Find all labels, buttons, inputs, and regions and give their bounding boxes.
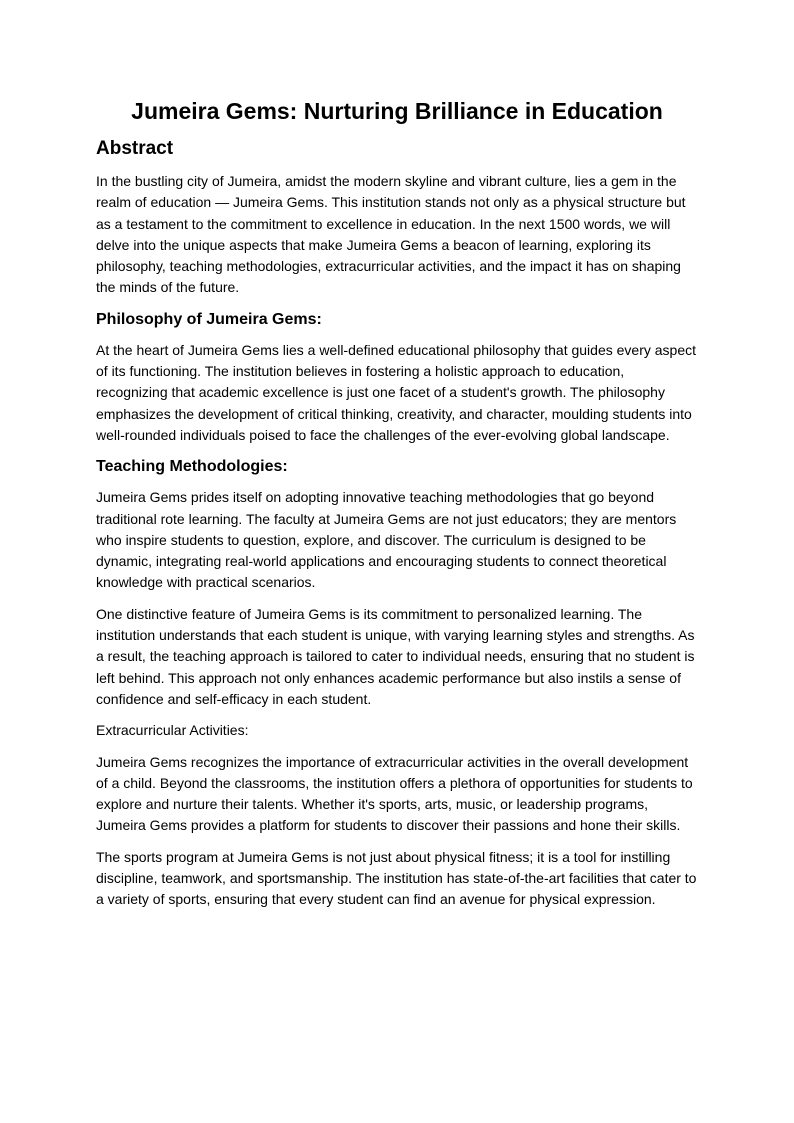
philosophy-section: [96, 309, 698, 446]
abstract-section: [96, 136, 698, 299]
extracurricular-heading: Extracurricular Activities:: [96, 722, 249, 739]
philosophy-paragraph: At the heart of Jumeira Gems lies a well-defined educational philosophy that guides every aspect of its functioning. The institution believes in fostering a holistic approach to education, recognizing that academic excellence is just one facet of a student's growth. The philosophy emphasizes the development of critical thinking, creativity, and character, moulding students into well-rounded individuals poised to face the challenges of the ever-evolving global landscape.: [96, 341, 697, 443]
extracurricular-paragraph-2: The sports program at Jumeira Gems is not just about physical fitness; it is a tool for instilling discipline, teamwork, and sportsmanship. The institution has state-of-the-art facilities that cater to a variety of sports, ensuring that every student can find an avenue for physical expression.: [96, 848, 697, 908]
abstract-heading: Abstract: [96, 138, 174, 159]
philosophy-heading: Philosophy of Jumeira Gems:: [96, 310, 322, 328]
document-title: Jumeira Gems: Nurturing Brilliance in Education: [131, 98, 663, 124]
teaching-heading: Teaching Methodologies:: [96, 458, 288, 476]
extracurricular-paragraph-1: Jumeira Gems recognizes the importance of extracurricular activities in the overall development of a child. Beyond the classrooms, the institution offers a plethora of opportunities for students to explore and nurture their talents. Whether it's sports, arts, music, or leadership programs, Jumeira Gems provides a platform for students to discover their passions and hone their skills.: [96, 753, 693, 834]
teaching-paragraph-2: One distinctive feature of Jumeira Gems is its commitment to personalized learning. The institution understands that each student is unique, with varying learning styles and strengths. As a result, the teaching approach is tailored to cater to individual needs, ensuring that no student is left behind. This approach not only enhances academic performance but also instils a sense of confidence and self-efficacy in each student.: [96, 605, 695, 707]
abstract-paragraph: In the bustling city of Jumeira, amidst the modern skyline and vibrant culture, lies a gem in the realm of education — Jumeira Gems. This institution stands not only as a physical structure but as a testament to the commitment to excellence in education. In the next 1500 words, we will delve into the unique aspects that make Jumeira Gems a beacon of learning, exploring its philosophy, teaching methodologies, extracurricular activities, and the impact it has on shaping the minds of the future.: [96, 173, 686, 296]
extracurricular-section: [96, 720, 698, 910]
teaching-paragraph-1: Jumeira Gems prides itself on adopting innovative teaching methodologies that go beyond traditional rote learning. The faculty at Jumeira Gems are not just educators; they are mentors who inspire students to question, explore, and discover. The curriculum is designed to be dynamic, integrating real-world applications and encouraging students to connect theoretical knowledge with practical scenarios.: [96, 489, 677, 591]
document-page: [96, 96, 698, 921]
teaching-section: [96, 456, 698, 710]
